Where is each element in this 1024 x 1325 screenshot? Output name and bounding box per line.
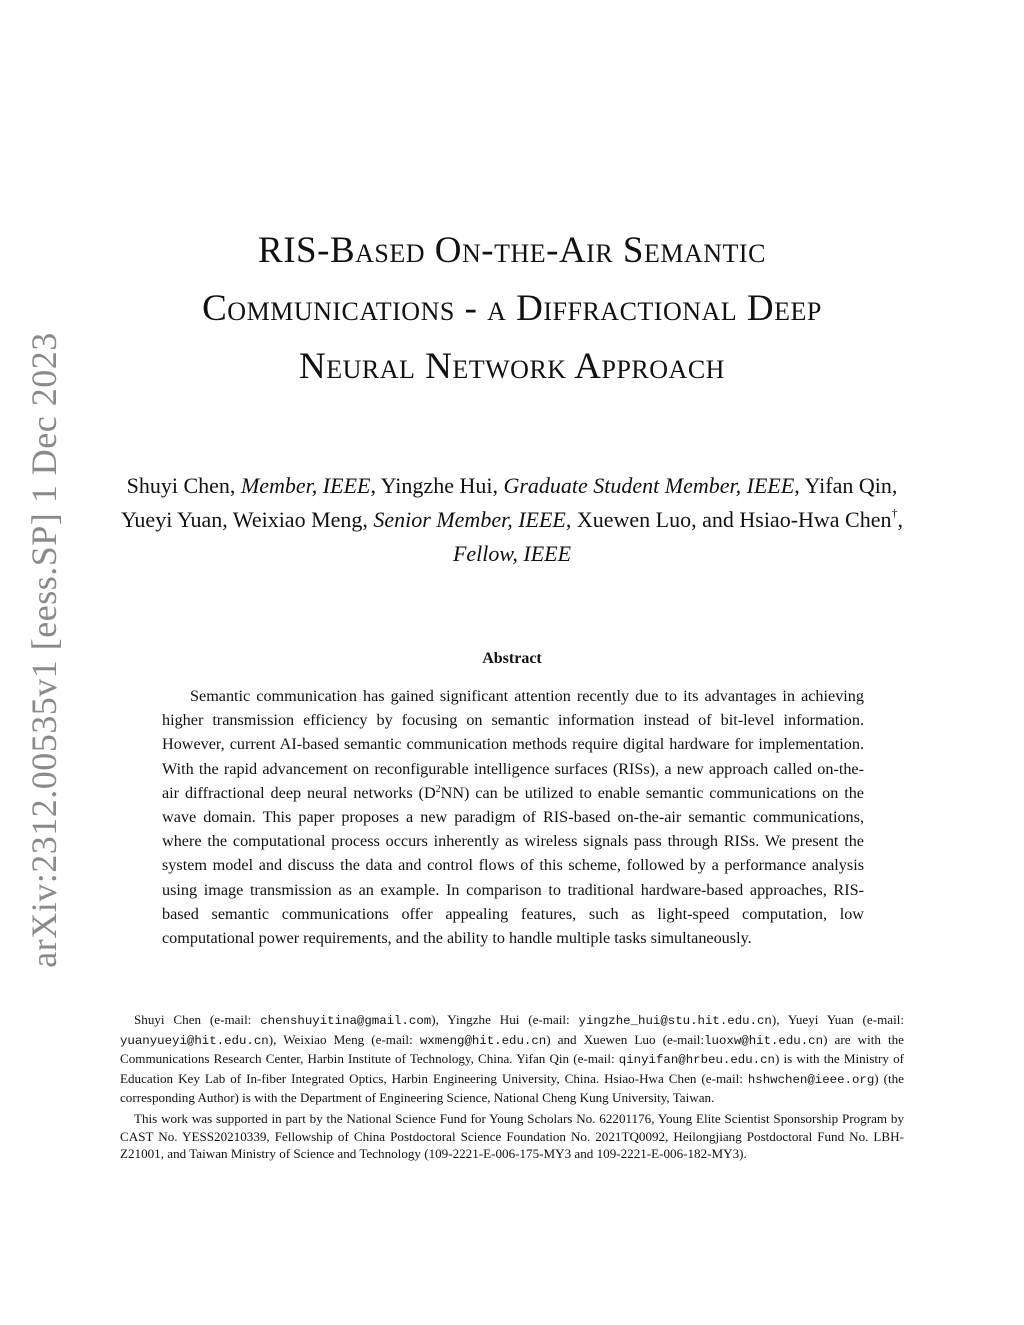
abstract-text-part: NN) can be utilized to enable semantic communications on the wave domain. This paper proposes a new paradigm of RIS-based on-the-air semantic communications, where the computational process occurs inherently as wireless signals pass through RISs. We present the system model and discuss the data and control flows of this scheme, followed by a performance analysis using image transmission as an example. In comparison to traditional hardware-based approaches, RIS-based semantic communications offer appealing features, such as light-speed computation, low computational power requirements, and the ability to handle multiple tasks simultaneously. [162,783,864,948]
arxiv-identifier-stamp: arXiv:2312.00535v1 [eess.SP] 1 Dec 2023 [24,332,64,968]
email-address: qinyifan@hrbeu.edu.cn [618,1053,775,1068]
author-role: Senior Member, IEEE [373,507,566,532]
footnote-text: ), Weixiao Meng (e-mail: [268,1031,420,1047]
author-role: Member, IEEE [240,473,371,498]
author-name: , Yifan Qin, Yueyi Yuan, Weixiao Meng, [120,473,898,532]
paper-title [100,222,924,396]
email-address: luoxw@hit.edu.cn [704,1033,824,1048]
author-role: Graduate Student Member, IEEE [503,473,795,498]
email-address: wxmeng@hit.edu.cn [419,1033,547,1048]
footnote-text: ), Yingzhe Hui (e-mail: [431,1012,579,1027]
footnote-text: ) are with the Communications Research Center, Harbin Institute of Technology, China. Yifan Qin (e-mail: [120,1031,904,1067]
email-address: hshwchen@ieee.org [747,1072,875,1087]
footnote-text: ), Yueyi Yuan (e-mail: [771,1012,904,1027]
author-name: , Xuewen Luo, and Hsiao-Hwa Chen [565,507,892,532]
author-list [100,469,924,571]
author-name: , Yingzhe Hui, [370,473,504,498]
corresponding-author-mark: † [891,506,898,520]
email-address: yingzhe_hui@stu.hit.edu.cn [578,1014,772,1028]
email-address: yuanyueyi@hit.edu.cn [120,1033,269,1048]
email-address: chenshuyitina@gmail.com [260,1014,432,1028]
title-line-3: Neural Network Approach [299,346,725,387]
footnote-text: Shuyi Chen (e-mail: [134,1012,261,1027]
title-line-2: Communications - a Diffractional Deep [202,288,822,329]
author-role: Fellow, IEEE [452,541,572,566]
title-line-1: RIS-Based On-the-Air Semantic [258,230,766,271]
footnote-text: ) and Xuewen Luo (e-mail: [546,1031,705,1047]
footnote-funding: This work was supported in part by the National Science Fund for Young Scholars No. 62201176, Young Elite Scientist Sponsorship Program by CAST No. YESS20210339, Fellowship of China Postdoctoral Science Foundation No. 2021TQ0092, Heilongjiang Postdoctoral Fund No. LBH-Z21001, and Taiwan Ministry of Science and Technology (109-2221-E-006-175-MY3 and 109-2221-E-006-182-MY3). [120,1110,904,1162]
abstract-superscript: 2 [435,783,441,795]
footnotes [120,1011,904,1166]
footnote-text: ) is with the Ministry of Education Key Lab of In-fiber Integrated Optics, Harbin Engineering University, China. Hsiao-Hwa Chen (e-mail: [120,1051,904,1086]
abstract-text [162,684,864,950]
author-separator: , [897,507,903,532]
abstract-text-part: Semantic communication has gained significant attention recently due to its advantages in achieving higher transmission efficiency by focusing on semantic information instead of bit-level information. However, current AI-based semantic communication methods require digital hardware for implementation. With the rapid advancement on reconfigurable intelligence surfaces (RISs), a new approach called on-the-air diffractional deep neural networks (D [162,687,864,802]
author-name: Shuyi Chen, [126,473,241,498]
abstract-heading: Abstract [482,650,542,667]
footnote-text: ) (the corresponding Author) is with the Department of Engineering Science, National Cheng Kung University, Taiwan. [120,1070,904,1106]
footnote-affiliations [120,1011,904,1107]
